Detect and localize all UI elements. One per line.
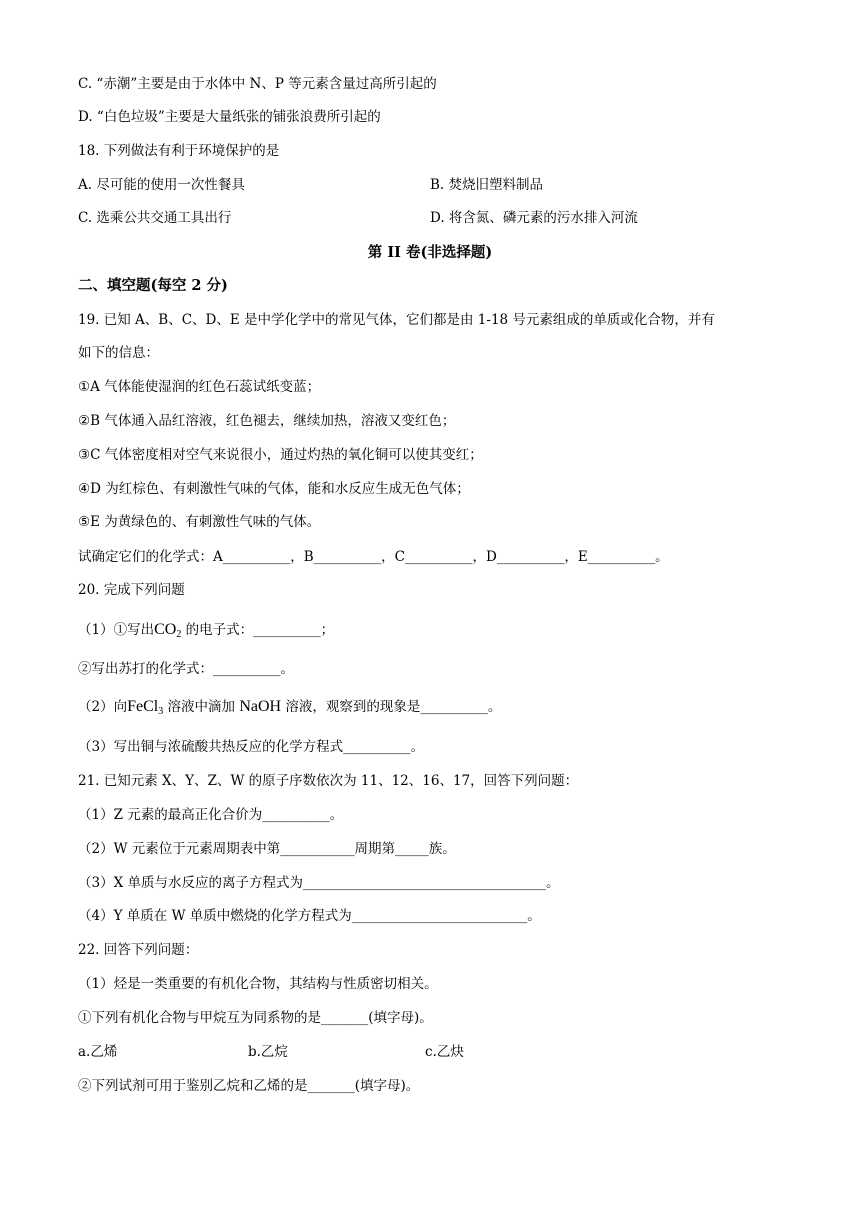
q20-part1-b: ②写出苏打的化学式：__________。: [78, 661, 294, 677]
q22-part1: （1）烃是一类重要的有机化合物，其结构与性质密切相关。: [78, 976, 438, 992]
naoh-formula: NaOH: [239, 698, 282, 715]
q19-clue-5: ⑤E 为黄绿色的、有刺激性气味的气体。: [78, 514, 321, 530]
q19-clue-3: ③C 气体密度相对空气来说很小，通过灼热的氧化铜可以使其变红；: [78, 447, 483, 463]
q19-answer-line: 试确定它们的化学式：A__________，B__________，C__________，D__________，E__________。: [78, 549, 669, 565]
q21-part3: （3）X 单质与水反应的离子方程式为____________________________________。: [78, 875, 560, 891]
q20-part2-prefix: （2）向: [78, 699, 128, 715]
q18-option-d: D. 将含氮、磷元素的污水排入河流: [430, 210, 638, 226]
q21-part2: （2）W 元素位于元素周期表中第___________周期第_____族。: [78, 841, 456, 857]
q20-part1-a-prefix: （1）①写出: [78, 622, 155, 638]
fecl3-subscript: 3: [158, 706, 164, 717]
q17-option-d: D. “白色垃圾”主要是大量纸张的铺张浪费所引起的: [78, 109, 381, 125]
q22-part1-b: ②下列试剂可用于鉴别乙烷和乙烯的是_______(填字母)。: [78, 1078, 420, 1094]
q21-part4: （4）Y 单质在 W 单质中燃烧的化学方程式为__________________________。: [78, 908, 541, 924]
co2-subscript: 2: [176, 629, 182, 640]
q22-option-b: b.乙烷: [248, 1044, 288, 1060]
fecl3-formula: [127, 698, 163, 715]
q18-option-b: B. 焚烧旧塑料制品: [430, 177, 544, 193]
q20-part2-suffix: 溶液，观察到的现象是__________。: [281, 699, 502, 715]
q20-part3: （3）写出铜与浓硫酸共热反应的化学方程式__________。: [78, 739, 425, 755]
q20-part1-a: [78, 620, 334, 640]
section-title: 第 II 卷(非选择题): [367, 244, 493, 261]
q20-stem: 20. 完成下列问题: [78, 582, 185, 598]
part-heading: 二、填空题(每空 2 分): [78, 277, 228, 294]
q19-clue-4: ④D 为红棕色、有刺激性气味的气体，能和水反应生成无色气体；: [78, 481, 470, 497]
q20-part2-mid: 溶液中滴加: [163, 699, 240, 715]
q21-stem: 21. 已知元素 X、Y、Z、W 的原子序数依次为 11、12、16、17，回答下列问题：: [78, 773, 579, 789]
q17-option-c: C. “赤潮”主要是由于水体中 N、P 等元素含量过高所引起的: [78, 76, 437, 92]
fecl3-base: FeCl: [127, 698, 159, 715]
q21-part1: （1）Z 元素的最高正化合价为__________。: [78, 807, 344, 823]
q19-clue-2: ②B 气体通入品红溶液，红色褪去，继续加热，溶液又变红色；: [78, 413, 456, 429]
q18-option-c: C. 选乘公共交通工具出行: [78, 210, 232, 226]
q19-clue-1: ①A 气体能使湿润的红色石蕊试纸变蓝；: [78, 379, 321, 395]
q19-stem: 19. 已知 A、B、C、D、E 是中学化学中的常见气体，它们都是由 1-18 号元素组成的单质或化合物，并有: [78, 312, 715, 328]
q20-part1-a-suffix: 的电子式：__________；: [181, 622, 335, 638]
q19-stem-cont: 如下的信息：: [78, 345, 159, 361]
co2-formula: [154, 621, 181, 638]
q18-option-a: A. 尽可能的使用一次性餐具: [78, 177, 245, 193]
q22-stem: 22. 回答下列问题：: [78, 942, 199, 958]
q20-part2: [78, 697, 501, 717]
q22-option-c: c.乙炔: [425, 1044, 464, 1060]
q22-option-a: a.乙烯: [78, 1044, 118, 1060]
q18-stem: 18. 下列做法有利于环境保护的是: [78, 143, 280, 159]
q22-part1-a: ①下列有机化合物与甲烷互为同系物的是_______(填字母)。: [78, 1010, 433, 1026]
co2-base: CO: [154, 621, 177, 638]
